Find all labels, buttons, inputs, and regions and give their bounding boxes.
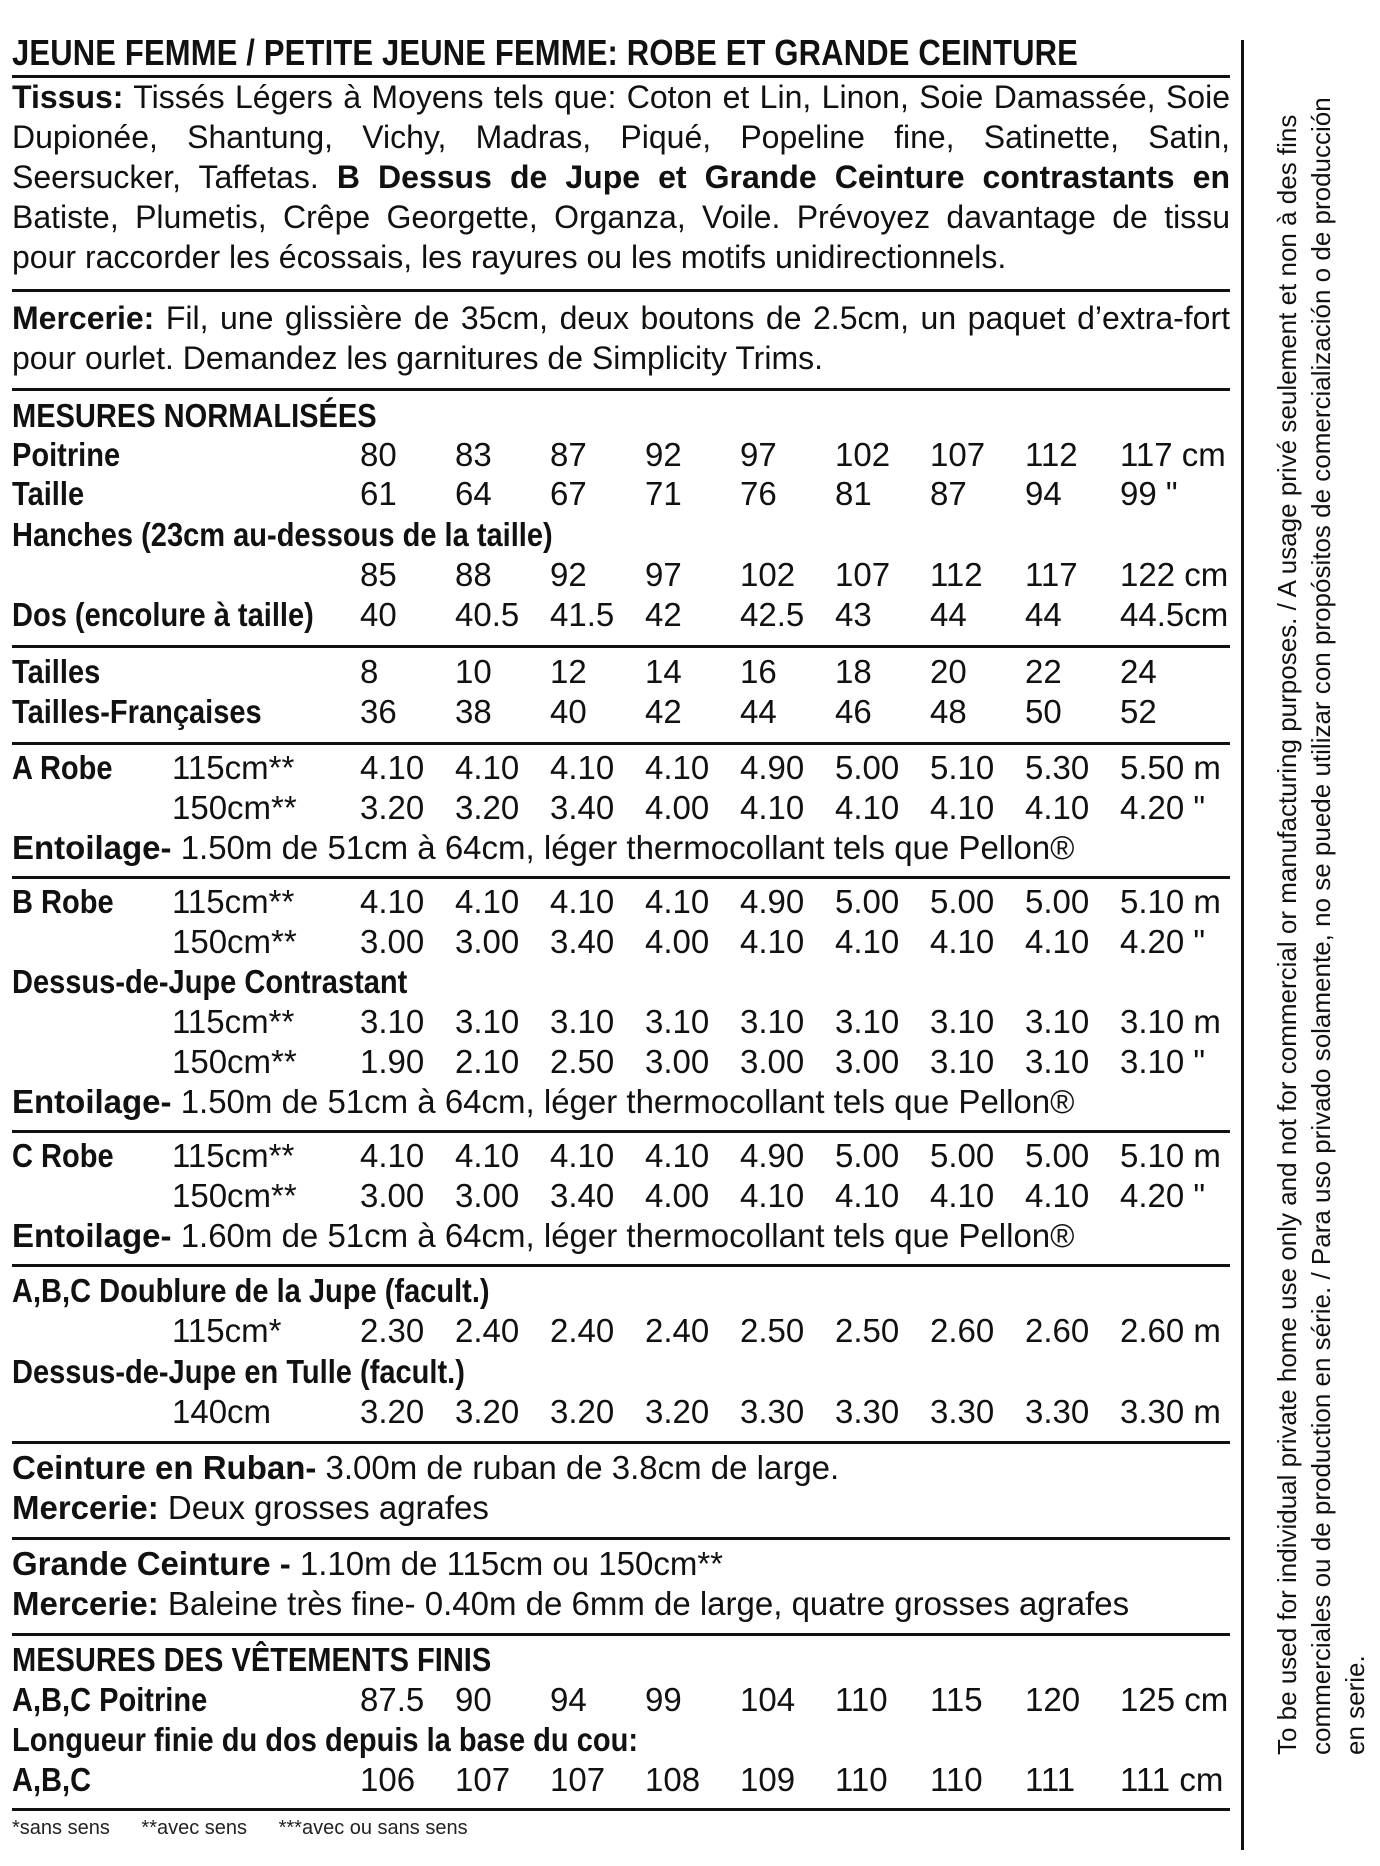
footnote: **avec sens: [141, 1817, 248, 1839]
value-cell: 1.90: [360, 1043, 425, 1080]
value-cell: 102: [835, 436, 891, 473]
value-cell: 4.10: [645, 1137, 710, 1174]
value-cell: 3.10: [550, 1003, 615, 1040]
value-cell: 12: [550, 653, 587, 690]
value-cell: 102: [740, 556, 796, 593]
value-cell: 10: [455, 653, 492, 690]
value-cell: 4.10: [930, 789, 995, 826]
value-cell: 2.40: [550, 1312, 615, 1349]
width-label: 140cm: [172, 1393, 272, 1430]
width-label: 115cm**: [172, 1137, 295, 1174]
value-cell: 4.20 ": [1120, 789, 1206, 826]
value-cell: 107: [930, 436, 986, 473]
value-cell: 117 cm: [1120, 436, 1226, 473]
value-cell: 22: [1025, 653, 1062, 690]
big-belt: [12, 1545, 723, 1583]
value-cell: 4.10: [835, 923, 900, 960]
finished-heading: MESURES DES VÊTEMENTS FINIS: [12, 1641, 492, 1678]
value-cell: 2.40: [455, 1312, 520, 1349]
value-cell: 42.5: [740, 596, 805, 633]
value-cell: 4.10: [550, 749, 615, 786]
value-cell: 104: [740, 1681, 796, 1718]
belt-label: Grande Ceinture -: [12, 1545, 291, 1582]
width-label: 115cm**: [172, 749, 295, 786]
value-cell: 2.30: [360, 1312, 425, 1349]
value-cell: 5.00: [1025, 883, 1090, 920]
value-cell: 110: [930, 1761, 983, 1798]
value-cell: 3.10 ": [1120, 1043, 1206, 1080]
divider: [12, 1808, 1230, 1811]
footnote: ***avec ou sans sens: [278, 1817, 468, 1839]
value-cell: 81: [835, 475, 872, 512]
value-cell: 46: [835, 693, 872, 730]
fabrics-text: Tissés Légers à Moyens tels que: Coton et Lin, Linon, Soie Damassée, Soie Dupionée, Shantung, Vichy, Madras, Piqué, Popeline fine, Satinette, Satin, Seersucker, Taffetas.: [12, 79, 1231, 195]
value-cell: 120: [1025, 1681, 1081, 1718]
value-cell: 4.10: [360, 883, 425, 920]
value-cell: 18: [835, 653, 872, 690]
value-cell: 87: [930, 475, 967, 512]
divider: [12, 1441, 1230, 1444]
width-label: 150cm**: [172, 923, 297, 960]
value-cell: 3.10: [455, 1003, 520, 1040]
interfacing-text: 1.50m de 51cm à 64cm, léger thermocollant tels que Pellon®: [180, 1083, 1075, 1120]
value-cell: 4.10: [455, 883, 520, 920]
value-cell: 36: [360, 693, 397, 730]
divider: [12, 1633, 1230, 1636]
value-cell: 2.50: [550, 1043, 615, 1080]
robe-a-label: A Robe: [12, 749, 113, 786]
value-cell: 111: [1025, 1761, 1076, 1798]
value-cell: 115: [930, 1681, 983, 1718]
ribbon-notions: [12, 1489, 489, 1527]
value-cell: 50: [1025, 693, 1062, 730]
ribbon-belt: [12, 1449, 839, 1487]
bust-label: Poitrine: [12, 436, 121, 473]
divider: [12, 289, 1230, 292]
value-cell: 92: [550, 556, 587, 593]
value-cell: 2.50: [835, 1312, 900, 1349]
value-cell: 42: [645, 693, 682, 730]
notions-text: Fil, une glissière de 35cm, deux boutons de 2.5cm, un paquet d’extra-fort pour ourlet. Demandez les garnitures de Simplicity Trims.: [12, 300, 1231, 376]
value-cell: 3.00: [835, 1043, 900, 1080]
value-cell: 4.90: [740, 749, 805, 786]
value-cell: 83: [455, 436, 492, 473]
value-cell: 2.50: [740, 1312, 805, 1349]
robe-c-label: C Robe: [12, 1137, 114, 1174]
value-cell: 4.10: [1025, 923, 1090, 960]
divider: [12, 1537, 1230, 1540]
value-cell: 3.40: [550, 1177, 615, 1214]
value-cell: 88: [455, 556, 492, 593]
value-cell: 108: [645, 1761, 701, 1798]
lining-label: A,B,C Doublure de la Jupe (facult.): [12, 1272, 490, 1309]
value-cell: 3.00: [740, 1043, 805, 1080]
value-cell: 2.60: [930, 1312, 995, 1349]
value-cell: 92: [645, 436, 682, 473]
hip-label: Hanches (23cm au-dessous de la taille): [12, 516, 553, 553]
value-cell: 99: [645, 1681, 682, 1718]
value-cell: 4.10: [1025, 1177, 1090, 1214]
ribbon-text: 3.00m de ruban de 3.8cm de large.: [325, 1449, 840, 1486]
value-cell: 107: [550, 1761, 606, 1798]
interfacing-text: 1.60m de 51cm à 64cm, léger thermocollant tels que Pellon®: [180, 1217, 1075, 1254]
interfacing-label: Entoilage-: [12, 829, 172, 866]
value-cell: 97: [740, 436, 777, 473]
value-cell: 110: [835, 1681, 888, 1718]
interfacing-label: Entoilage-: [12, 1217, 172, 1254]
value-cell: 3.10 m: [1120, 1003, 1221, 1040]
value-cell: 3.30: [1025, 1393, 1090, 1430]
robe-b-interfacing: [12, 1083, 1074, 1121]
value-cell: 4.10: [550, 1137, 615, 1174]
divider: [12, 645, 1230, 648]
value-cell: 16: [740, 653, 777, 690]
value-cell: 5.00: [835, 1137, 900, 1174]
value-cell: 4.00: [645, 1177, 710, 1214]
value-cell: 3.10: [1025, 1003, 1090, 1040]
value-cell: 5.00: [1025, 1137, 1090, 1174]
value-cell: 122 cm: [1120, 556, 1229, 593]
value-cell: 5.50 m: [1120, 749, 1221, 786]
value-cell: 3.30: [930, 1393, 995, 1430]
value-cell: 41.5: [550, 596, 615, 633]
value-cell: 52: [1120, 693, 1157, 730]
value-cell: 44.5cm: [1120, 596, 1229, 633]
divider: [12, 1130, 1230, 1133]
value-cell: 44: [1025, 596, 1062, 633]
value-cell: 97: [645, 556, 682, 593]
value-cell: 48: [930, 693, 967, 730]
value-cell: 3.20: [455, 1393, 520, 1430]
value-cell: 3.20: [645, 1393, 710, 1430]
value-cell: 4.10: [645, 749, 710, 786]
value-cell: 3.00: [360, 923, 425, 960]
page-title: JEUNE FEMME / PETITE JEUNE FEMME: ROBE ET GRANDE CEINTURE: [12, 32, 1078, 73]
footnotes: [12, 1817, 494, 1840]
value-cell: 112: [1025, 436, 1078, 473]
value-cell: 24: [1120, 653, 1157, 690]
value-cell: 106: [360, 1761, 416, 1798]
value-cell: 76: [740, 475, 777, 512]
value-cell: 3.20: [455, 789, 520, 826]
value-cell: 112: [930, 556, 983, 593]
fr-sizes-label: Tailles-Françaises: [12, 693, 262, 730]
value-cell: 4.10: [645, 883, 710, 920]
value-cell: 85: [360, 556, 397, 593]
value-cell: 87.5: [360, 1681, 425, 1718]
value-cell: 4.00: [645, 789, 710, 826]
contrast-label: Dessus-de-Jupe Contrastant: [12, 963, 408, 1000]
value-cell: 2.40: [645, 1312, 710, 1349]
fabrics-contrast-text: B Dessus de Jupe et Grande Ceinture contrastants en: [336, 159, 1231, 195]
value-cell: 4.10: [360, 1137, 425, 1174]
value-cell: 3.10: [930, 1003, 995, 1040]
value-cell: 4.20 ": [1120, 923, 1206, 960]
value-cell: 4.10: [740, 789, 805, 826]
value-cell: 40: [360, 596, 397, 633]
value-cell: 4.90: [740, 883, 805, 920]
value-cell: 38: [455, 693, 492, 730]
value-cell: 5.10 m: [1120, 1137, 1221, 1174]
value-cell: 4.10: [455, 1137, 520, 1174]
value-cell: 3.00: [455, 1177, 520, 1214]
value-cell: 3.10: [645, 1003, 710, 1040]
value-cell: 3.40: [550, 789, 615, 826]
value-cell: 99 ": [1120, 475, 1178, 512]
notions-text: Baleine très fine- 0.40m de 6mm de large, quatre grosses agrafes: [167, 1585, 1130, 1622]
value-cell: 3.10: [1025, 1043, 1090, 1080]
divider: [12, 876, 1230, 879]
value-cell: 80: [360, 436, 397, 473]
value-cell: 61: [360, 475, 397, 512]
value-cell: 107: [455, 1761, 511, 1798]
value-cell: 125 cm: [1120, 1681, 1229, 1718]
abc-label: A,B,C: [12, 1761, 92, 1798]
value-cell: 111 cm: [1120, 1761, 1224, 1798]
belt-text: 1.10m de 115cm ou 150cm**: [299, 1545, 724, 1582]
value-cell: 87: [550, 436, 587, 473]
width-label: 150cm**: [172, 789, 297, 826]
notions-label: Mercerie:: [12, 1489, 159, 1526]
value-cell: 110: [835, 1761, 888, 1798]
interfacing-label: Entoilage-: [12, 1083, 172, 1120]
fabrics-label: Tissus:: [12, 79, 124, 115]
value-cell: 44: [930, 596, 967, 633]
value-cell: 2.60: [1025, 1312, 1090, 1349]
value-cell: 4.10: [930, 1177, 995, 1214]
value-cell: 20: [930, 653, 967, 690]
side-divider: [1241, 40, 1244, 1850]
value-cell: 107: [835, 556, 891, 593]
notions-label: Mercerie:: [12, 1585, 159, 1622]
value-cell: 3.10: [930, 1043, 995, 1080]
value-cell: 5.10 m: [1120, 883, 1221, 920]
finished-length-label: Longueur finie du dos depuis la base du cou:: [12, 1721, 639, 1758]
value-cell: 43: [835, 596, 872, 633]
robe-a-interfacing: [12, 829, 1074, 867]
divider: [12, 742, 1230, 745]
value-cell: 4.20 ": [1120, 1177, 1206, 1214]
value-cell: 67: [550, 475, 587, 512]
value-cell: 71: [645, 475, 682, 512]
value-cell: 5.00: [930, 1137, 995, 1174]
value-cell: 4.10: [835, 789, 900, 826]
value-cell: 117: [1025, 556, 1078, 593]
side-disclaimer: [1270, 85, 1372, 1755]
value-cell: 5.00: [835, 749, 900, 786]
value-cell: 4.00: [645, 923, 710, 960]
side-text-line-2: commerciales ou de production en série. / Para uso privado solamente, no se puede utilizar con propósitos de comercialización o de producción en serie.: [1306, 97, 1370, 1755]
value-cell: 4.10: [740, 1177, 805, 1214]
value-cell: 3.00: [455, 923, 520, 960]
value-cell: 5.00: [835, 883, 900, 920]
value-cell: 3.20: [550, 1393, 615, 1430]
value-cell: 94: [550, 1681, 587, 1718]
value-cell: 5.10: [930, 749, 995, 786]
value-cell: 4.10: [360, 749, 425, 786]
value-cell: 40.5: [455, 596, 520, 633]
value-cell: 3.00: [645, 1043, 710, 1080]
value-cell: 3.20: [360, 1393, 425, 1430]
notions-section: [12, 298, 1230, 378]
value-cell: 2.60 m: [1120, 1312, 1221, 1349]
width-label: 115cm**: [172, 1003, 295, 1040]
value-cell: 64: [455, 475, 492, 512]
interfacing-text: 1.50m de 51cm à 64cm, léger thermocollant tels que Pellon®: [180, 829, 1075, 866]
robe-c-interfacing: [12, 1217, 1074, 1255]
finished-bust-label: A,B,C Poitrine: [12, 1681, 208, 1718]
value-cell: 44: [740, 693, 777, 730]
value-cell: 40: [550, 693, 587, 730]
value-cell: 94: [1025, 475, 1062, 512]
value-cell: 42: [645, 596, 682, 633]
tulle-label: Dessus-de-Jupe en Tulle (facult.): [12, 1353, 465, 1390]
value-cell: 5.30: [1025, 749, 1090, 786]
value-cell: 3.10: [740, 1003, 805, 1040]
side-text-line-1: To be used for individual private home use only and not for commercial or manufacturing purposes. / A usage privé seulement et non à des fins: [1272, 114, 1302, 1755]
value-cell: 3.00: [360, 1177, 425, 1214]
value-cell: 3.10: [835, 1003, 900, 1040]
width-label: 115cm*: [172, 1312, 282, 1349]
notions-label: Mercerie:: [12, 300, 155, 336]
value-cell: 3.10: [360, 1003, 425, 1040]
fabrics-tail: Batiste, Plumetis, Crêpe Georgette, Organza, Voile. Prévoyez davantage de tissu pour raccorder les écossais, les rayures ou les motifs unidirectionnels.: [12, 199, 1230, 275]
width-label: 150cm**: [172, 1043, 297, 1080]
measures-heading: MESURES NORMALISÉES: [12, 397, 377, 434]
value-cell: 90: [455, 1681, 492, 1718]
waist-label: Taille: [12, 475, 85, 512]
fabrics-section: [12, 77, 1230, 277]
value-cell: 4.10: [835, 1177, 900, 1214]
belt-notions: [12, 1585, 1129, 1623]
value-cell: 3.20: [360, 789, 425, 826]
value-cell: 2.10: [455, 1043, 520, 1080]
width-label: 150cm**: [172, 1177, 297, 1214]
divider: [12, 388, 1230, 391]
value-cell: 3.30: [740, 1393, 805, 1430]
notions-text: Deux grosses agrafes: [167, 1489, 489, 1526]
width-label: 115cm**: [172, 883, 295, 920]
value-cell: 109: [740, 1761, 796, 1798]
value-cell: 3.30: [835, 1393, 900, 1430]
divider: [12, 1264, 1230, 1267]
value-cell: 5.00: [930, 883, 995, 920]
value-cell: 4.10: [1025, 789, 1090, 826]
value-cell: 4.10: [550, 883, 615, 920]
sizes-label: Tailles: [12, 653, 101, 690]
value-cell: 3.40: [550, 923, 615, 960]
value-cell: 4.90: [740, 1137, 805, 1174]
value-cell: 14: [645, 653, 682, 690]
footnote: *sans sens: [12, 1817, 110, 1839]
value-cell: 4.10: [455, 749, 520, 786]
ribbon-label: Ceinture en Ruban-: [12, 1449, 317, 1486]
back-label: Dos (encolure à taille): [12, 596, 314, 633]
value-cell: 3.30 m: [1120, 1393, 1221, 1430]
value-cell: 8: [360, 653, 379, 690]
value-cell: 4.10: [930, 923, 995, 960]
value-cell: 4.10: [740, 923, 805, 960]
robe-b-label: B Robe: [12, 883, 114, 920]
